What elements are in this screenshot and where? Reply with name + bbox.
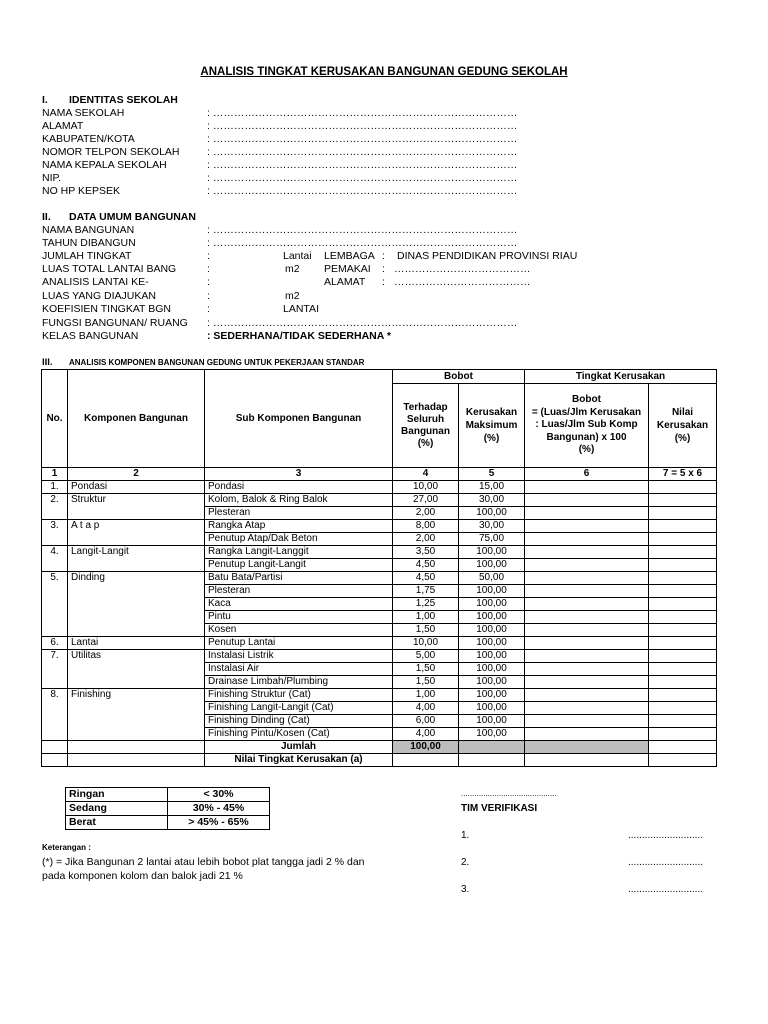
column-index: 6 [525,468,649,481]
class-name: Ringan [66,788,168,802]
weight-value: 27,00 [393,494,459,507]
max-damage-value: 50,00 [459,572,525,585]
table-row [42,559,717,572]
keterangan-label: Keterangan : [42,843,91,852]
weight-value: 1,00 [393,689,459,702]
table-row [42,585,717,598]
max-damage-value: 100,00 [459,650,525,663]
field-colon: : [382,276,385,288]
component-name: Struktur [68,494,205,507]
weight-value: 1,00 [393,611,459,624]
sub-component-name: Finishing Struktur (Cat) [205,689,393,702]
column-index: 3 [205,468,393,481]
field-value[interactable]: : …………………………………………………………………………… [207,317,518,329]
component-name: A t a p [68,520,205,533]
field-label: FUNGSI BANGUNAN/ RUANG [42,317,188,329]
damage-weight-cell[interactable] [525,559,649,572]
row-number: 1. [42,481,68,494]
jumlah-value: 100,00 [393,741,459,754]
component-name [68,663,205,676]
class-row [66,788,270,802]
field-label: LUAS YANG DIAJUKAN [42,290,156,302]
field-label: KOEFISIEN TINGKAT BGN [42,303,171,315]
max-damage-value: 100,00 [459,624,525,637]
weight-value: 10,00 [393,481,459,494]
column-index: 4 [393,468,459,481]
header-nilai-kerusakan: Nilai Kerusakan (%) [649,384,717,468]
damage-weight-cell[interactable] [525,494,649,507]
field-key: ALAMAT [324,276,366,288]
field-colon: : [207,303,210,315]
damage-value-cell[interactable] [649,533,717,546]
header-kerusakan-maksimum: Kerusakan Maksimum (%) [459,384,525,468]
field-value[interactable]: : …………………………………………………………………………… [207,159,518,171]
sub-component-name: Kaca [205,598,393,611]
row-number [42,598,68,611]
damage-value-cell[interactable] [649,494,717,507]
sub-component-name: Penutup Lantai [205,637,393,650]
damage-weight-cell[interactable] [525,585,649,598]
damage-value-cell[interactable] [649,637,717,650]
field-value[interactable]: : …………………………………………………………………………… [207,172,518,184]
class-row [66,816,270,830]
class-range: > 45% - 65% [168,816,270,830]
max-damage-value: 100,00 [459,598,525,611]
table-row [42,520,717,533]
section-1-number: I. [42,94,48,106]
component-name [68,702,205,715]
field-colon: : [207,276,210,288]
row-number [42,624,68,637]
column-index: 1 [42,468,68,481]
row-number: 8. [42,689,68,702]
weight-value: 3,50 [393,546,459,559]
row-number: 6. [42,637,68,650]
field-label: KELAS BANGUNAN [42,330,139,342]
column-index: 2 [68,468,205,481]
table-row [42,572,717,585]
jumlah-label: Jumlah [205,741,393,754]
section-2-number: II. [42,211,51,223]
max-damage-value: 30,00 [459,494,525,507]
field-unit: m2 [285,290,300,302]
row-number: 7. [42,650,68,663]
field-colon: : [382,250,385,262]
weight-value: 10,00 [393,637,459,650]
table-row [42,676,717,689]
table-row [42,494,717,507]
nilai-row [42,754,717,767]
max-damage-value: 100,00 [459,663,525,676]
component-name: Finishing [68,689,205,702]
component-name [68,728,205,741]
weight-value: 6,00 [393,715,459,728]
weight-value: 2,00 [393,533,459,546]
field-label: NOMOR TELPON SEKOLAH [42,146,180,158]
field-colon: : [207,263,210,275]
component-name [68,585,205,598]
sub-component-name: Kolom, Balok & Ring Balok [205,494,393,507]
section-1-title: IDENTITAS SEKOLAH [69,94,178,106]
max-damage-value: 15,00 [459,481,525,494]
table-row [42,702,717,715]
damage-value-cell[interactable] [649,546,717,559]
max-damage-value: 100,00 [459,507,525,520]
sub-component-name: Finishing Langit-Langit (Cat) [205,702,393,715]
table-row [42,507,717,520]
class-row [66,802,270,816]
header-no: No. [42,370,68,468]
sub-component-name: Instalasi Air [205,663,393,676]
table-row [42,689,717,702]
header-komponen: Komponen Bangunan [68,370,205,468]
max-damage-value: 30,00 [459,520,525,533]
table-row [42,624,717,637]
field-label: KABUPATEN/KOTA [42,133,135,145]
nilai-value-cell[interactable] [649,754,717,767]
damage-weight-cell[interactable] [525,663,649,676]
field-value[interactable]: DINAS PENDIDIKAN PROVINSI RIAU [397,250,578,262]
weight-value: 1,50 [393,676,459,689]
damage-value-cell[interactable] [649,559,717,572]
section-3-title: ANALISIS KOMPONEN BANGUNAN GEDUNG UNTUK PEKERJAAN STANDAR [69,358,365,367]
component-name [68,624,205,637]
weight-value: 1,75 [393,585,459,598]
row-number: 4. [42,546,68,559]
sub-component-name: Drainase Limbah/Plumbing [205,676,393,689]
field-colon: : [207,250,210,262]
damage-weight-cell[interactable] [525,624,649,637]
weight-value: 4,00 [393,728,459,741]
sub-component-name: Rangka Langit-Langgit [205,546,393,559]
field-unit: m2 [285,263,300,275]
damage-weight-cell[interactable] [525,689,649,702]
field-colon: : [382,263,385,275]
row-number [42,585,68,598]
class-range: 30% - 45% [168,802,270,816]
damage-weight-cell[interactable] [525,533,649,546]
tim-member-signature[interactable]: ........................... [628,857,704,868]
field-label: TAHUN DIBANGUN [42,237,136,249]
table-row [42,715,717,728]
sub-component-name: Kosen [205,624,393,637]
table-row [42,611,717,624]
max-damage-value: 100,00 [459,728,525,741]
damage-value-cell[interactable] [649,702,717,715]
tim-member-signature[interactable]: ........................... [628,884,704,895]
field-label: NAMA BANGUNAN [42,224,135,236]
damage-weight-cell[interactable] [525,611,649,624]
weight-value: 1,50 [393,624,459,637]
damage-value-cell[interactable] [649,572,717,585]
damage-weight-cell[interactable] [525,637,649,650]
max-damage-value: 75,00 [459,533,525,546]
damage-weight-cell[interactable] [525,481,649,494]
component-name: Langit-Langit [68,546,205,559]
header-sub-komponen: Sub Komponen Bangunan [205,370,393,468]
row-number [42,663,68,676]
sub-component-name: Rangka Atap [205,520,393,533]
row-number [42,702,68,715]
damage-value-cell[interactable] [649,507,717,520]
field-value[interactable]: : …………………………………………………………………………… [207,185,518,197]
table-row [42,728,717,741]
sub-component-name: Batu Bata/Partisi [205,572,393,585]
sub-component-name: Plesteran [205,507,393,520]
sub-component-name: Penutup Atap/Dak Beton [205,533,393,546]
damage-value-cell[interactable] [649,728,717,741]
tim-member-number: 1. [461,830,470,841]
tim-member-number: 2. [461,857,470,868]
table-row [42,637,717,650]
damage-weight-cell[interactable] [525,715,649,728]
damage-value-cell[interactable] [649,585,717,598]
table-row [42,663,717,676]
max-damage-value: 100,00 [459,715,525,728]
tim-verifikasi-title: TIM VERIFIKASI [461,803,538,814]
row-number [42,533,68,546]
table-row [42,481,717,494]
row-number: 5. [42,572,68,585]
section-2-title: DATA UMUM BANGUNAN [69,211,196,223]
sub-component-name: Pintu [205,611,393,624]
weight-value: 8,00 [393,520,459,533]
max-damage-value: 100,00 [459,676,525,689]
field-colon: : [207,290,210,302]
component-name: Utilitas [68,650,205,663]
damage-value-cell[interactable] [649,611,717,624]
damage-value-cell[interactable] [649,520,717,533]
tim-member-signature[interactable]: ........................... [628,830,704,841]
damage-weight-cell[interactable] [525,676,649,689]
damage-weight-cell[interactable] [525,598,649,611]
header-tingkat-kerusakan: Tingkat Kerusakan [525,370,717,384]
field-label: ALAMAT [42,120,84,132]
signature-line: ........................................... [461,789,557,798]
row-number [42,559,68,572]
field-key: PEMAKAI [324,263,371,275]
component-name [68,611,205,624]
field-value[interactable]: : SEDERHANA/TIDAK SEDERHANA * [207,330,391,342]
row-number [42,611,68,624]
table-row [42,546,717,559]
component-name: Lantai [68,637,205,650]
field-label: ANALISIS LANTAI KE- [42,276,149,288]
component-table [41,369,717,767]
field-value[interactable]: : …………………………………………………………………………… [207,133,518,145]
component-name [68,533,205,546]
field-value[interactable]: : …………………………………………………………………………… [207,224,518,236]
field-value[interactable]: : …………………………………………………………………………… [207,107,518,119]
header-bobot-kerusakan: Bobot = (Luas/Jlm Kerusakan : Luas/Jlm Sub Komp Bangunan) x 100 (%) [525,384,649,468]
field-label: NIP. [42,172,62,184]
component-name [68,559,205,572]
field-value[interactable]: ………………………………… [394,276,531,288]
weight-value: 4,50 [393,572,459,585]
damage-class-table [65,787,270,830]
field-label: NAMA KEPALA SEKOLAH [42,159,167,171]
row-number [42,676,68,689]
weight-value: 1,25 [393,598,459,611]
row-number: 2. [42,494,68,507]
component-name: Pondasi [68,481,205,494]
weight-value: 4,00 [393,702,459,715]
class-name: Berat [66,816,168,830]
field-unit: Lantai [283,250,312,262]
weight-value: 1,50 [393,663,459,676]
component-name [68,507,205,520]
section-3-number: III. [42,357,53,368]
max-damage-value: 100,00 [459,585,525,598]
damage-weight-cell[interactable] [525,572,649,585]
sub-component-name: Penutup Langit-Langit [205,559,393,572]
weight-value: 5,00 [393,650,459,663]
sub-component-name: Finishing Dinding (Cat) [205,715,393,728]
row-number: 3. [42,520,68,533]
damage-value-cell[interactable] [649,663,717,676]
damage-value-cell[interactable] [649,624,717,637]
damage-weight-cell[interactable] [525,507,649,520]
column-index-row [42,468,717,481]
row-number [42,715,68,728]
damage-value-cell[interactable] [649,598,717,611]
field-value[interactable]: : …………………………………………………………………………… [207,120,518,132]
sub-component-name: Pondasi [205,481,393,494]
field-key: LEMBAGA [324,250,375,262]
class-name: Sedang [66,802,168,816]
jumlah-row [42,741,717,754]
table-row [42,533,717,546]
sub-component-name: Instalasi Listrik [205,650,393,663]
max-damage-value: 100,00 [459,689,525,702]
field-value[interactable]: : …………………………………………………………………………… [207,237,518,249]
header-terhadap: Terhadap Seluruh Bangunan (%) [393,384,459,468]
max-damage-value: 100,00 [459,637,525,650]
damage-weight-cell[interactable] [525,520,649,533]
field-label: NO HP KEPSEK [42,185,121,197]
field-label: JUMLAH TINGKAT [42,250,132,262]
damage-weight-cell[interactable] [525,650,649,663]
component-name [68,598,205,611]
damage-value-cell[interactable] [649,676,717,689]
weight-value: 4,50 [393,559,459,572]
damage-weight-cell[interactable] [525,728,649,741]
field-label: NAMA SEKOLAH [42,107,125,119]
weight-value: 2,00 [393,507,459,520]
header-bobot: Bobot [393,370,525,384]
table-row [42,598,717,611]
damage-value-cell[interactable] [649,715,717,728]
table-row [42,650,717,663]
max-damage-value: 100,00 [459,546,525,559]
nilai-label: Nilai Tingkat Kerusakan (a) [205,754,393,767]
page-title: ANALISIS TINGKAT KERUSAKAN BANGUNAN GEDUNG SEKOLAH [200,66,568,78]
keterangan-line: pada komponen kolom dan balok jadi 21 % [42,870,243,882]
damage-value-cell[interactable] [649,481,717,494]
max-damage-value: 100,00 [459,611,525,624]
tim-member-number: 3. [461,884,470,895]
field-value[interactable]: ………………………………… [394,263,531,275]
max-damage-value: 100,00 [459,559,525,572]
column-index: 5 [459,468,525,481]
damage-value-cell[interactable] [649,689,717,702]
field-value[interactable]: : …………………………………………………………………………… [207,146,518,158]
row-number [42,507,68,520]
max-damage-value: 100,00 [459,702,525,715]
column-index: 7 = 5 x 6 [649,468,717,481]
component-name: Dinding [68,572,205,585]
component-name [68,715,205,728]
damage-weight-cell[interactable] [525,702,649,715]
row-number [42,728,68,741]
component-name [68,676,205,689]
class-range: < 30% [168,788,270,802]
sub-component-name: Finishing Pintu/Kosen (Cat) [205,728,393,741]
sub-component-name: Plesteran [205,585,393,598]
keterangan-line: (*) = Jika Bangunan 2 lantai atau lebih bobot plat tangga jadi 2 % dan [42,856,365,868]
field-label: LUAS TOTAL LANTAI BANG [42,263,177,275]
field-unit: LANTAI [283,303,319,315]
damage-value-cell[interactable] [649,650,717,663]
damage-weight-cell[interactable] [525,546,649,559]
